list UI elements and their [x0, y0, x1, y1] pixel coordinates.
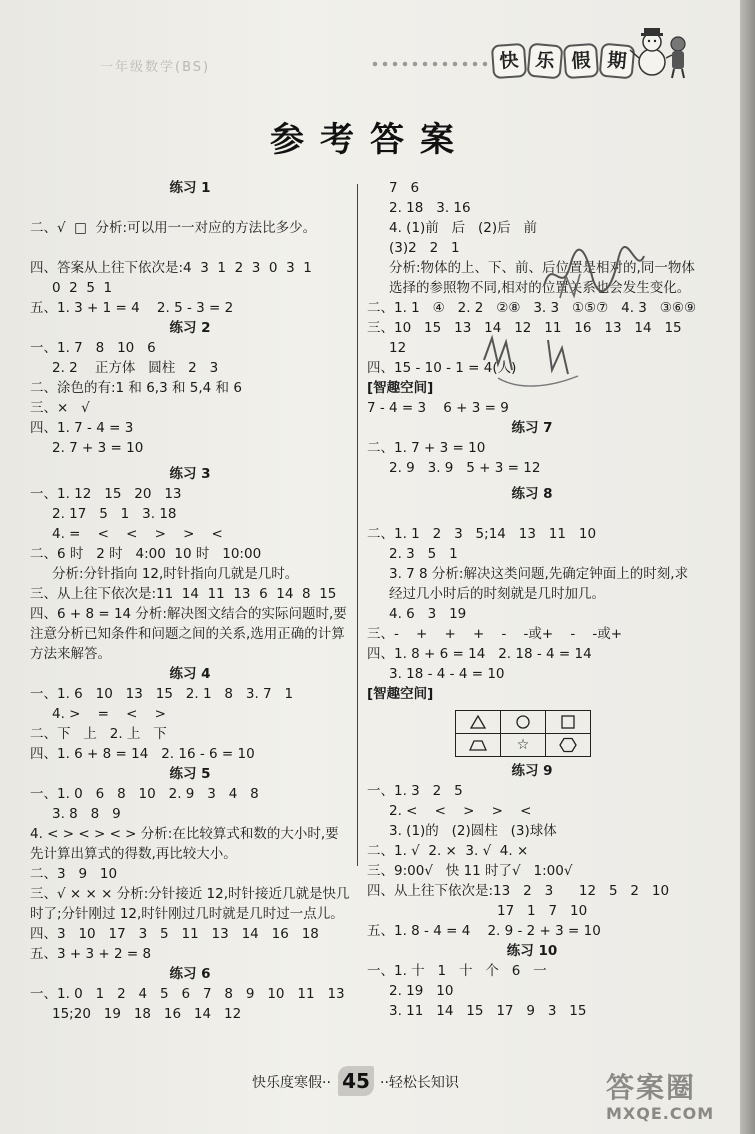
exercise-heading: 练习 7 — [511, 420, 553, 436]
book-spine — [740, 0, 755, 1134]
circle-icon — [515, 714, 531, 730]
answer-line: 五、3 + 3 + 2 = 8 — [30, 946, 152, 962]
section-label: [智趣空间] — [367, 686, 434, 702]
exercise-heading: 练习 9 — [511, 763, 553, 779]
answer-line: 2. 18 3. 16 — [389, 200, 471, 216]
brand-char: 期 — [599, 43, 636, 80]
answer-line: 一、1. 十 1 十 个 6 一 — [367, 963, 547, 979]
exercise-heading: 练习 10 — [506, 943, 558, 959]
trapezoid-icon — [469, 739, 487, 751]
answer-line: 三、10 15 13 14 12 11 16 13 14 15 — [367, 320, 682, 336]
page-number: 45 — [338, 1066, 374, 1096]
answer-line: 2. 7 + 3 = 10 — [52, 440, 144, 456]
watermark-logo-text: 答案圈 — [606, 1071, 697, 1104]
answer-line: 二、1. √ 2. × 3. √ 4. × — [367, 843, 529, 859]
answer-line: 二、下 上 2. 上 下 — [30, 726, 167, 742]
answer-line: 2. 9 3. 9 5 + 3 = 12 — [389, 460, 541, 476]
answer-line: 三、√ × × × 分析:分针接近 12,时针接近几就是快几时了;分针刚过 12,时针刚过几时就是几时过一点儿。 — [30, 886, 350, 922]
answer-line: 二、1. 1 2 3 5;14 13 11 10 — [367, 526, 597, 542]
footer-left-text: 快乐度寒假·· — [252, 1075, 331, 1091]
answer-line: 二、3 9 10 — [30, 866, 118, 882]
handwriting-scribble — [478, 330, 598, 390]
answer-line: 分析:分针指向 12,时针指向几就是几时。 — [52, 566, 299, 582]
answer-line: 四、1. 8 + 6 = 14 2. 18 - 4 = 14 — [367, 646, 592, 662]
answer-line: 3. (1)的 (2)圆柱 (3)球体 — [389, 823, 557, 839]
footer-right-text: ··轻松长知识 — [380, 1075, 459, 1091]
hexagon-icon — [559, 737, 577, 753]
answer-line — [30, 238, 350, 258]
answer-line: 3. 8 8 9 — [52, 806, 121, 822]
answer-line: 2. 19 10 — [389, 983, 454, 999]
answer-line: 4. = < < > > < — [52, 526, 223, 542]
watermark — [606, 1066, 740, 1130]
answer-line: 7 6 — [389, 180, 420, 196]
answer-line: 7 - 4 = 3 6 + 3 = 9 — [367, 400, 509, 416]
answer-line: 二、√ □ 分析:可以用一一对应的方法比多少。 — [30, 220, 317, 236]
answer-line: 五、1. 8 - 4 = 4 2. 9 - 2 + 3 = 10 — [367, 923, 601, 939]
answer-line: 3. 7 8 分析:解决这类问题,先确定钟面上的时刻,求经过几小时后的时刻就是几时加几。 — [389, 566, 689, 602]
handwriting-scribble — [540, 246, 650, 306]
answer-line: 4. < > < > < > 分析:在比较算式和数的大小时,要先计算出算式的得数,再比较大小。 — [30, 826, 339, 862]
answer-line: 四、答案从上往下依次是:4 3 1 2 3 0 3 1 — [30, 260, 312, 276]
answer-line: 四、3 10 17 3 5 11 13 14 16 18 — [30, 926, 319, 942]
answer-line: (3)2 2 1 — [389, 240, 460, 256]
header-dots — [370, 60, 490, 68]
shape-cell — [456, 711, 501, 734]
shape-cell — [546, 734, 591, 757]
brand-logo — [492, 44, 634, 78]
answer-line: 一、1. 12 15 20 13 — [30, 486, 182, 502]
answer-line: 三、从上往下依次是:11 14 11 13 6 14 8 15 — [30, 586, 337, 602]
snowman-icon — [628, 22, 692, 80]
exercise-heading: 练习 4 — [169, 666, 211, 682]
answer-line: 4. (1)前 后 (2)后 前 — [389, 220, 538, 236]
answer-line: 三、× √ — [30, 400, 90, 416]
shape-cell — [501, 711, 546, 734]
answer-line: 一、1. 7 8 10 6 — [30, 340, 156, 356]
answer-line: 二、1. 7 + 3 = 10 — [367, 440, 486, 456]
answer-line: 四、15 - 10 - 1 = 4(人) — [367, 360, 517, 376]
answer-line: 五、1. 3 + 1 = 4 2. 5 - 3 = 2 — [30, 300, 234, 316]
answer-line: 一、1. 6 10 13 15 2. 1 8 3. 7 1 — [30, 686, 294, 702]
exercise-heading: 练习 2 — [169, 320, 211, 336]
answer-line: 2. 2 正方体 圆柱 2 3 — [52, 360, 219, 376]
square-icon — [560, 714, 576, 730]
faint-header-text: 一年级数学(BS) — [100, 60, 211, 75]
answer-line: 15;20 19 18 16 14 12 — [52, 1006, 242, 1022]
exercise-heading: 练习 1 — [169, 180, 211, 196]
exercise-heading: 练习 8 — [511, 486, 553, 502]
answer-line: 三、- + + + - -或+ - -或+ — [367, 626, 623, 642]
answer-line: 12 — [389, 340, 407, 356]
page-title: 参考答案 — [270, 120, 470, 160]
answer-line: 四、从上往下依次是:13 2 3 12 5 2 10 — [367, 883, 670, 899]
answer-line: 一、1. 0 1 2 4 5 6 7 8 9 10 11 13 — [30, 986, 345, 1002]
watermark-url: MXQE.COM — [606, 1104, 715, 1123]
answer-line: 分析:物体的上、下、前、后位置是相对的,同一物体选择的参照物不同,相对的位置关系也会发生变化。 — [389, 260, 695, 296]
answer-line: 一、1. 0 6 8 10 2. 9 3 4 8 — [30, 786, 259, 802]
exercise-heading: 练习 5 — [169, 766, 211, 782]
answer-line: 2. < < > > < — [389, 803, 532, 819]
section-label: [智趣空间] — [367, 380, 434, 396]
answer-line: 2. 17 5 1 3. 18 — [52, 506, 177, 522]
shapes-table — [455, 710, 591, 757]
column-divider — [357, 184, 358, 866]
answer-line: 0 2 5 1 — [52, 280, 113, 296]
answer-line: 四、1. 6 + 8 = 14 2. 16 - 6 = 10 — [30, 746, 255, 762]
shape-cell — [546, 711, 591, 734]
answer-line: 四、1. 7 - 4 = 3 — [30, 420, 134, 436]
answer-line: 二、涂色的有:1 和 6,3 和 5,4 和 6 — [30, 380, 242, 396]
shape-cell — [456, 734, 501, 757]
answer-line: 二、1. 1 ④ 2. 2 ②⑧ 3. 3 ①⑤⑦ 4. 3 ③⑥⑨ — [367, 300, 697, 316]
shape-cell — [501, 734, 546, 757]
answer-line: 三、9:00√ 快 11 时了√ 1:00√ — [367, 863, 573, 879]
answer-line: 3. 18 - 4 - 4 = 10 — [389, 666, 505, 682]
answer-line — [367, 504, 697, 524]
answer-line: 2. 3 5 1 — [389, 546, 458, 562]
answer-line: 3. 11 14 15 17 9 3 15 — [389, 1003, 587, 1019]
answer-line: 二、6 时 2 时 4:00 10 时 10:00 — [30, 546, 262, 562]
answer-line: 4. > = < > — [52, 706, 166, 722]
star-icon: ☆ — [516, 737, 530, 753]
left-column — [30, 178, 350, 1024]
answer-line — [30, 198, 350, 218]
answer-line: 一、1. 3 2 5 — [367, 783, 463, 799]
exercise-heading: 练习 6 — [169, 966, 211, 982]
answer-line: 17 1 7 10 — [497, 903, 588, 919]
brand-char: 快 — [491, 43, 527, 79]
brand-char: 假 — [563, 43, 599, 79]
brand-char: 乐 — [527, 43, 564, 80]
triangle-icon — [470, 715, 486, 729]
answer-line: 四、6 + 8 = 14 分析:解决图文结合的实际问题时,要注意分析已知条件和问题之间的关系,选用正确的计算方法来解答。 — [30, 606, 347, 662]
answer-line: 4. 6 3 19 — [389, 606, 467, 622]
exercise-heading: 练习 3 — [169, 466, 211, 482]
